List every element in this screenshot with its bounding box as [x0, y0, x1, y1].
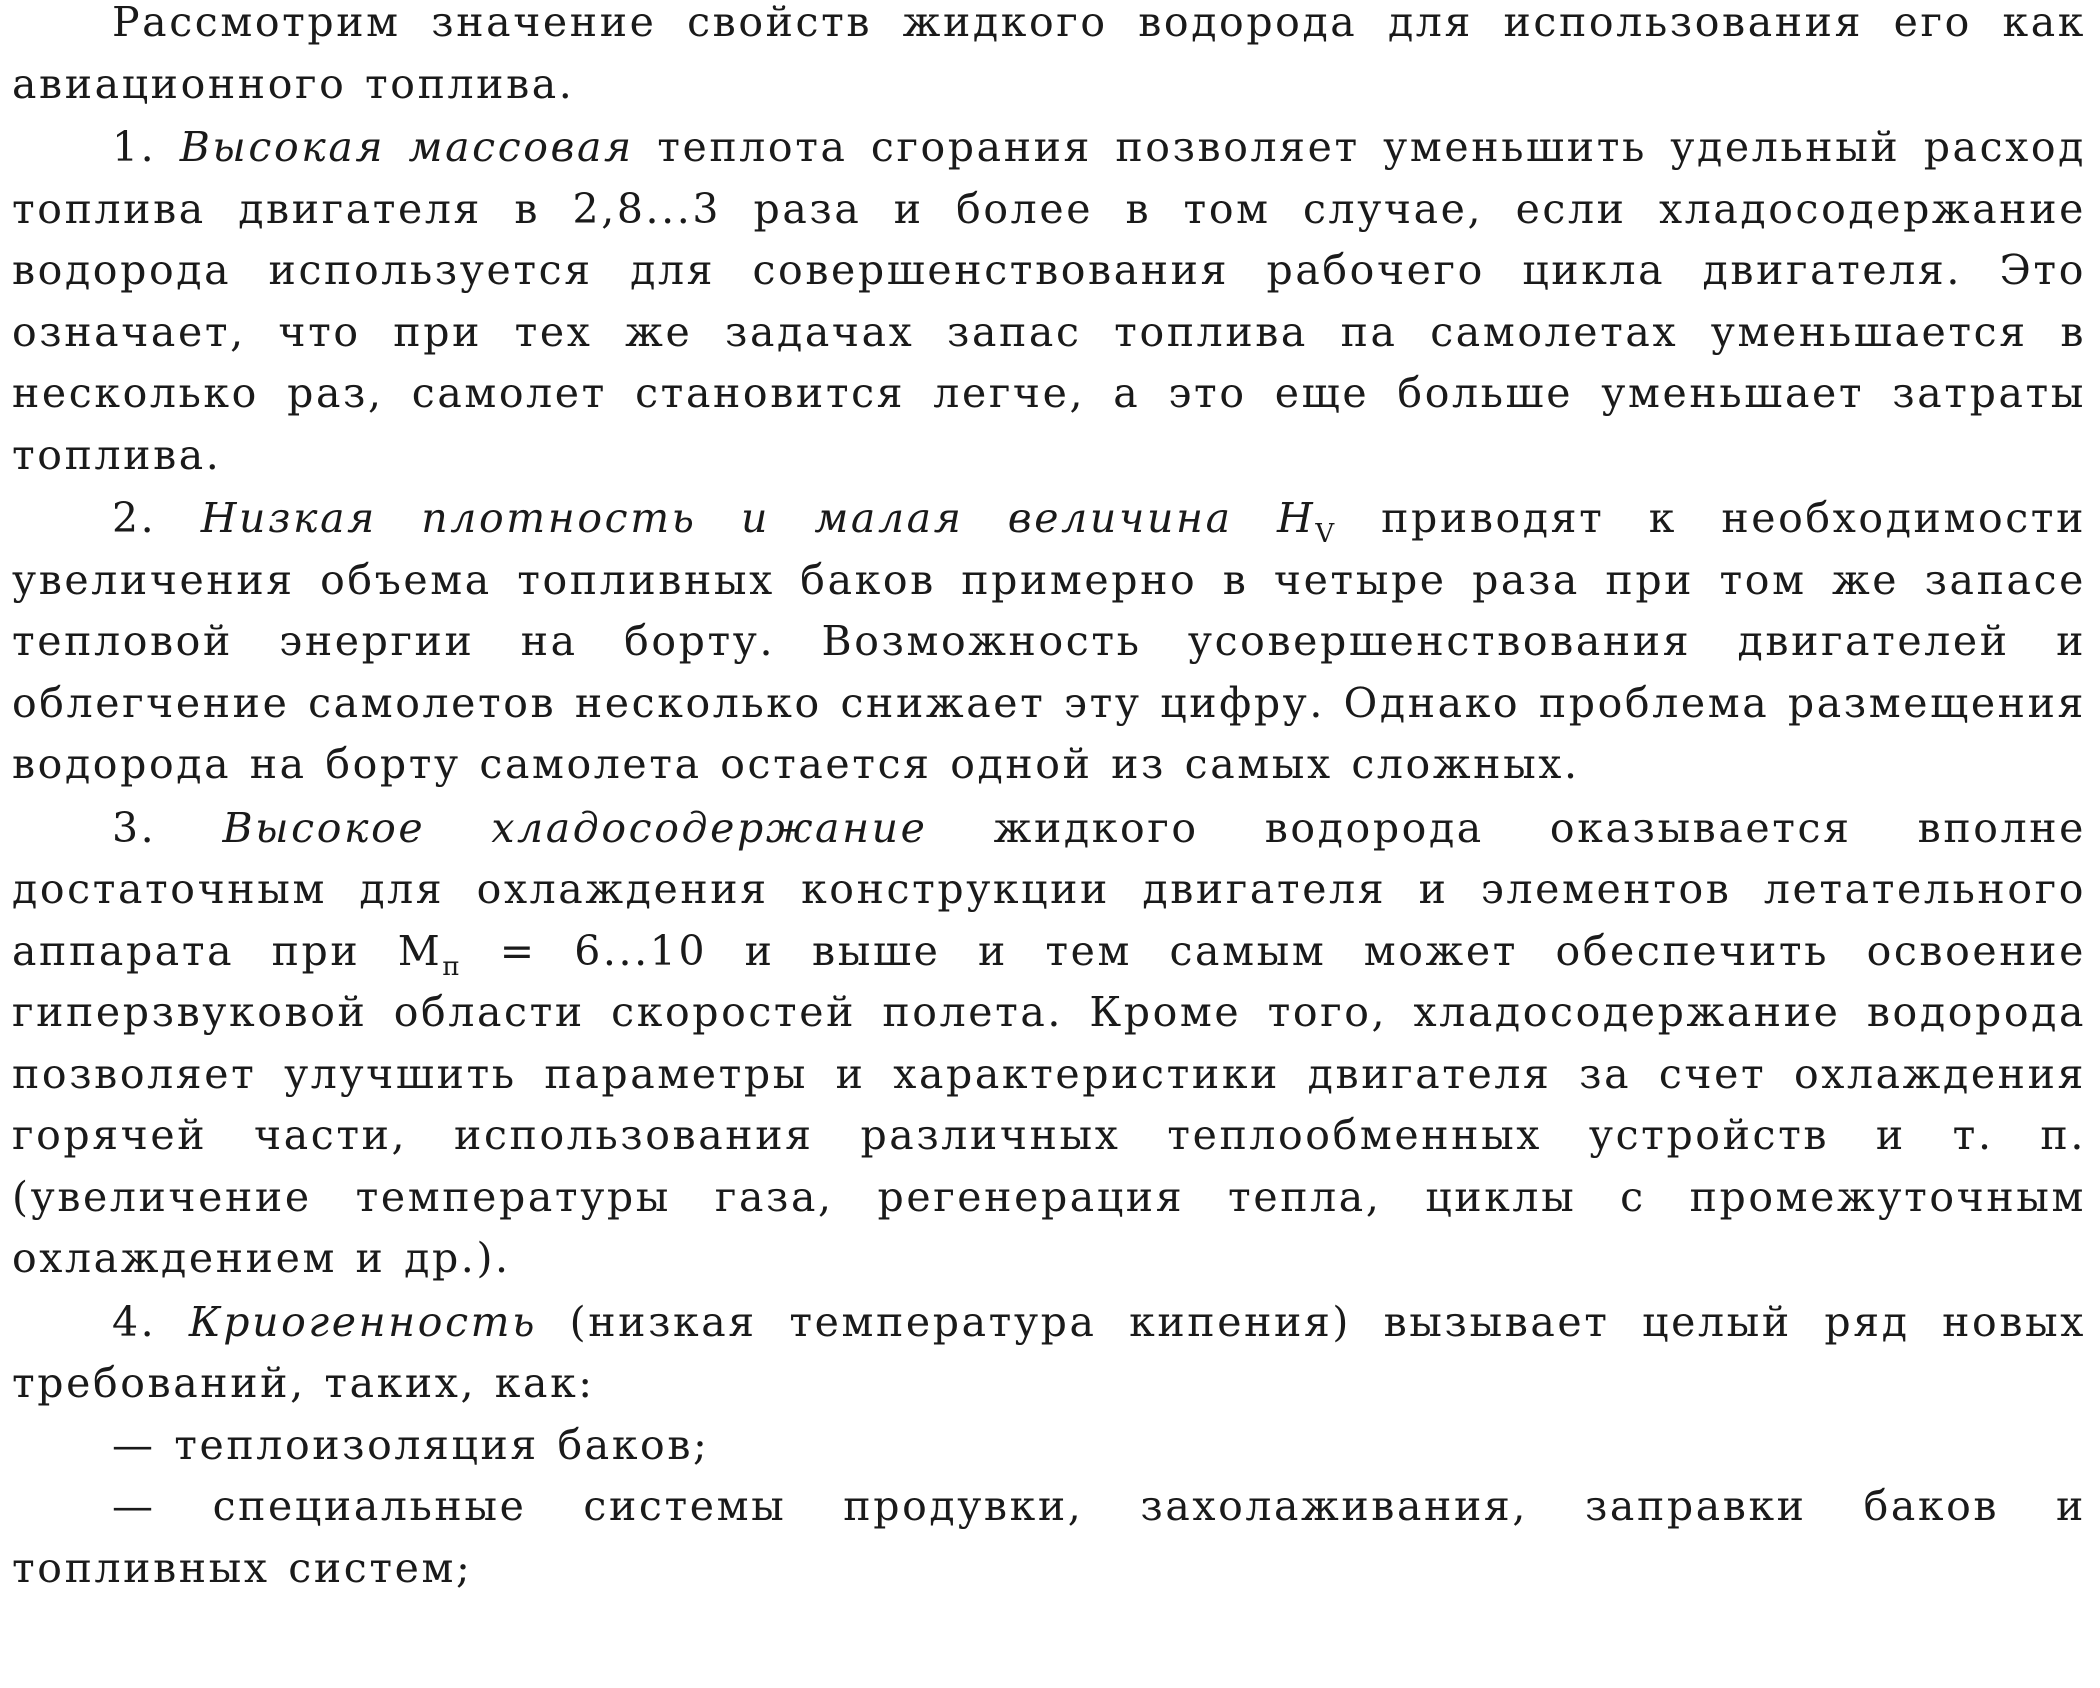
intro-paragraph: Рассмотрим значение свойств жидкого водорода для использования его как авиационного топлива.: [12, 0, 2086, 108]
item-1-paragraph: [12, 117, 2086, 486]
item-2-text: приводят к необходимости увеличения объема топливных баков примерно в четыре раза при том же запасе тепловой энергии на борту. Возможность усовершенствования двигателей и облегчение самолетов несколько снижает эту цифру. Однако проблема размещения водорода на борту самолета остается одной из самых сложных.: [12, 494, 2087, 788]
list-item: — теплоизоляция баков;: [112, 1420, 710, 1469]
item-1-number: 1.: [112, 123, 157, 171]
item-4-text: (низкая температура кипения) вызывает целый ряд новых требований, таких, как:: [12, 1297, 2086, 1407]
hv-symbol: H: [1277, 494, 1316, 542]
item-2-paragraph: [12, 488, 2086, 796]
item-4-paragraph: [12, 1292, 2086, 1415]
item-1-text: теплота сгорания позволяет уменьшить удельный расход топлива двигателя в 2,8...3 раза и более в том случае, если хладосодержание водорода используется для совершенствования рабочего цикла двигателя. Это означает, что при тех же задачах запас топлива па самолетах уменьшается в несколько раз, самолет становится легче, а это еще больше уменьшает затраты топлива.: [12, 123, 2087, 479]
hv-subscript: V: [1315, 519, 1337, 549]
item-2-emphasis: Низкая плотность и малая величина: [200, 494, 1233, 542]
list-item: — специальные системы продувки, захолаживания, заправки баков и топливных систем;: [12, 1482, 2086, 1592]
item-1-emphasis: Высокая массовая: [179, 123, 634, 171]
item-2-number: 2.: [112, 494, 157, 542]
item-3-emphasis: Высокое хладосодержание: [222, 803, 928, 852]
item-3-text-after: = 6...10 и выше и тем самым может обеспечить освоение гиперзвуковой области скоростей полета. Кроме того, хладосодержание водорода позволяет улучшить параметры и характеристики двигателя за счет охлаждения горячей части, использования различных теплообменных устройств и т. п. (увеличение температуры газа, регенерация тепла, циклы с промежуточным охлаждением и др.).: [12, 926, 2086, 1282]
mach-subscript: п: [442, 951, 463, 982]
item-4-emphasis: Криогенность: [188, 1297, 538, 1346]
item-4-number: 4.: [112, 1297, 157, 1346]
item-3-number: 3.: [112, 803, 157, 852]
mach-symbol: M: [397, 926, 443, 975]
item-3-text-before: жидкого водорода оказывается вполне достаточным для охлаждения конструкции двигателя и элементов летательного аппарата при: [12, 803, 2087, 975]
item-3-paragraph: [12, 798, 2086, 1290]
